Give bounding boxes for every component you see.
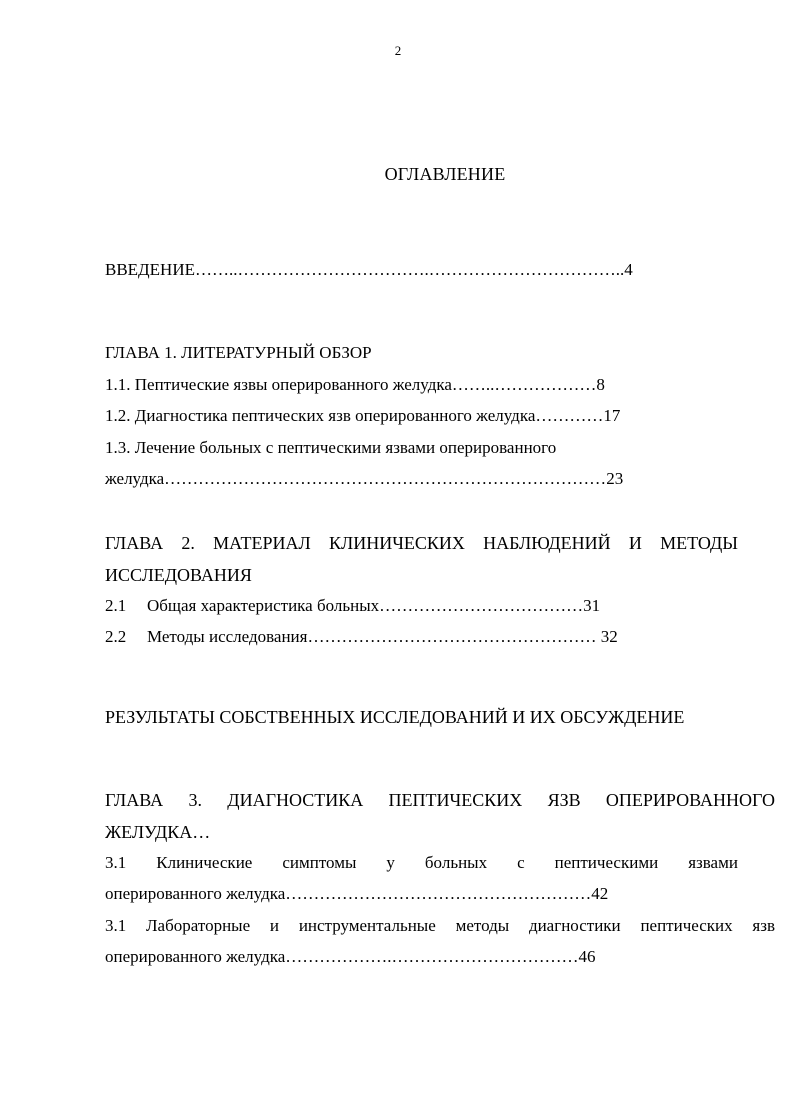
toc-entry-2-1[interactable] xyxy=(105,595,600,617)
toc-entry-3-1-cont[interactable] xyxy=(105,883,608,905)
toc-text: Методы исследования…………………………………………… xyxy=(147,627,601,646)
toc-text: Общая характеристика больных……………………………… xyxy=(147,596,584,615)
toc-page: 42 xyxy=(591,884,609,903)
toc-entry-3-2-cont[interactable] xyxy=(105,946,596,968)
toc-page: 32 xyxy=(600,627,618,646)
chapter-2-heading: ГЛАВА 2. МАТЕРИАЛ КЛИНИЧЕСКИХ НАБЛЮДЕНИЙ И МЕТОДЫ xyxy=(105,533,738,553)
results-heading: РЕЗУЛЬТАТЫ СОБСТВЕННЫХ ИССЛЕДОВАНИЙ И ИХ ОБСУЖДЕНИЕ xyxy=(105,707,685,727)
page-title: ОГЛАВЛЕНИЕ xyxy=(384,164,506,184)
chapter-3-heading-line2: ЖЕЛУДКА… xyxy=(105,822,211,842)
toc-label: ВВЕДЕНИЕ xyxy=(105,260,195,279)
toc-number: 2.2 xyxy=(105,627,127,646)
toc-entry-3-1[interactable]: 3.1 Клинические симптомы у больных с пептическими язвами xyxy=(105,853,738,872)
toc-text: оперированного желудка……………….…………………………… xyxy=(105,947,579,966)
toc-page: 17 xyxy=(603,406,621,425)
toc-entry-1-1[interactable] xyxy=(105,374,605,396)
toc-entry-1-3-cont[interactable] xyxy=(105,468,623,490)
toc-text: 1.1. Пептические язвы оперированного желудка……..……………… xyxy=(105,375,597,394)
toc-entry-3-2[interactable]: 3.1 Лабораторные и инструментальные методы диагностики пептических язв xyxy=(105,916,775,935)
toc-text: 1.3. Лечение больных с пептическими язвами оперированного xyxy=(105,438,557,457)
toc-number: 2.1 xyxy=(105,596,127,615)
toc-entry-intro[interactable] xyxy=(105,259,633,281)
page-number: 2 xyxy=(394,43,402,58)
toc-page: 8 xyxy=(596,375,605,394)
toc-entry-2-2[interactable] xyxy=(105,626,618,648)
toc-text: желудка…………………………………………………………………… xyxy=(105,469,607,488)
chapter-1-heading: ГЛАВА 1. ЛИТЕРАТУРНЫЙ ОБЗОР xyxy=(105,343,372,362)
toc-page: 46 xyxy=(578,947,596,966)
toc-entry-1-2[interactable] xyxy=(105,405,620,427)
toc-leader: ……..…………………………….…………………………….. xyxy=(194,260,625,279)
toc-entry-1-3[interactable] xyxy=(105,437,556,459)
toc-page: 31 xyxy=(583,596,601,615)
chapter-3-heading: ГЛАВА 3. ДИАГНОСТИКА ПЕПТИЧЕСКИХ ЯЗВ ОПЕРИРОВАННОГО xyxy=(105,790,775,810)
chapter-2-heading-line2: ИССЛЕДОВАНИЯ xyxy=(105,565,252,585)
toc-text: оперированного желудка……………………………………………… xyxy=(105,884,592,903)
toc-text: 1.2. Диагностика пептических язв оперированного желудка………… xyxy=(105,406,604,425)
toc-page: 23 xyxy=(606,469,624,488)
toc-page: 4 xyxy=(624,260,633,279)
